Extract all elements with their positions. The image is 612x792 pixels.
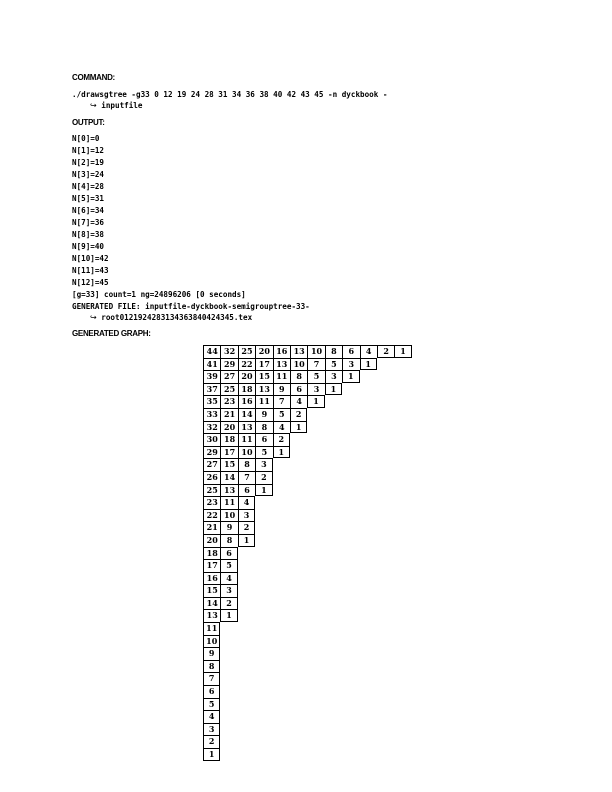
tableau-cell: 5 <box>307 370 324 383</box>
tableau-cell: 1 <box>220 609 237 622</box>
tableau-cell: 29 <box>220 358 237 371</box>
tableau-row <box>203 672 412 685</box>
tableau-cell: 5 <box>325 358 342 371</box>
tableau-cell: 20 <box>220 421 237 434</box>
tableau-row <box>203 484 412 497</box>
tableau-cell: 6 <box>220 547 237 560</box>
tableau-row <box>203 685 412 698</box>
tableau-cell: 3 <box>342 358 359 371</box>
tableau-row <box>203 509 412 522</box>
tableau-cell: 2 <box>203 735 220 748</box>
tableau-cell: 2 <box>273 433 290 446</box>
tableau-cell: 16 <box>203 572 220 585</box>
tableau-cell: 13 <box>255 383 272 396</box>
tableau-cell: 15 <box>255 370 272 383</box>
output-line: N[9]=40 <box>72 242 105 251</box>
tableau-cell: 13 <box>238 421 255 434</box>
tableau-cell: 1 <box>203 748 220 761</box>
tableau-cell: 25 <box>203 484 220 497</box>
tableau-cell: 8 <box>255 421 272 434</box>
tableau-cell: 6 <box>203 685 220 698</box>
tableau-cell: 15 <box>220 458 237 471</box>
tableau-cell: 17 <box>203 559 220 572</box>
tableau-cell: 5 <box>273 408 290 421</box>
tableau-cell: 14 <box>203 597 220 610</box>
tableau-cell: 8 <box>238 458 255 471</box>
tableau-cell: 21 <box>203 521 220 534</box>
tableau-cell: 14 <box>238 408 255 421</box>
continuation-arrow-icon: ↪ <box>90 101 97 110</box>
tableau-cell: 6 <box>342 345 359 358</box>
tableau-cell: 1 <box>307 395 324 408</box>
tableau-cell: 20 <box>238 370 255 383</box>
tableau-cell: 13 <box>220 484 237 497</box>
tableau-cell: 1 <box>238 534 255 547</box>
tableau-cell: 2 <box>255 471 272 484</box>
tableau-cell: 18 <box>238 383 255 396</box>
tableau-cell: 1 <box>273 446 290 459</box>
tableau-row <box>203 710 412 723</box>
graph-heading: GENERATED GRAPH: <box>72 329 151 338</box>
output-block <box>72 133 310 313</box>
tableau-cell: 3 <box>203 723 220 736</box>
tableau-cell: 13 <box>203 609 220 622</box>
tableau-cell: 6 <box>290 383 307 396</box>
tableau-cell: 11 <box>203 622 220 635</box>
tableau-cell: 10 <box>220 509 237 522</box>
tableau-row <box>203 735 412 748</box>
command-continuation-text: inputfile <box>101 101 143 110</box>
tableau-row <box>203 572 412 585</box>
tableau-cell: 23 <box>220 395 237 408</box>
tableau-cell: 44 <box>203 345 220 358</box>
tableau-row <box>203 433 412 446</box>
output-line: [g=33] count=1 ng=24896206 [0 seconds] <box>72 290 246 299</box>
output-line: N[1]=12 <box>72 146 105 155</box>
tableau-row <box>203 408 412 421</box>
tableau-cell: 16 <box>273 345 290 358</box>
command-heading: COMMAND: <box>72 73 115 82</box>
tableau-cell: 3 <box>325 370 342 383</box>
tableau-cell: 2 <box>290 408 307 421</box>
output-line: N[5]=31 <box>72 194 105 203</box>
tableau-row <box>203 660 412 673</box>
output-line: N[7]=36 <box>72 218 105 227</box>
tableau-cell: 15 <box>203 584 220 597</box>
tableau-cell: 8 <box>325 345 342 358</box>
tableau-cell: 25 <box>238 345 255 358</box>
output-line: N[11]=43 <box>72 266 109 275</box>
tableau-cell: 5 <box>203 698 220 711</box>
tableau-cell: 9 <box>203 647 220 660</box>
tableau-cell: 1 <box>394 345 411 358</box>
tableau-cell: 11 <box>238 433 255 446</box>
tableau-cell: 27 <box>203 458 220 471</box>
tableau-cell: 29 <box>203 446 220 459</box>
tableau-cell: 30 <box>203 433 220 446</box>
tableau-cell: 2 <box>220 597 237 610</box>
tableau-row <box>203 635 412 648</box>
tableau-cell: 5 <box>220 559 237 572</box>
tableau-row <box>203 584 412 597</box>
tableau-cell: 7 <box>307 358 324 371</box>
tableau-cell: 4 <box>238 496 255 509</box>
tableau-cell: 5 <box>255 446 272 459</box>
tableau-cell: 3 <box>307 383 324 396</box>
tableau-cell: 10 <box>238 446 255 459</box>
tableau-cell: 8 <box>220 534 237 547</box>
tableau-cell: 4 <box>273 421 290 434</box>
semigroup-tree-tableau <box>203 345 412 761</box>
tableau-row <box>203 471 412 484</box>
tableau-cell: 37 <box>203 383 220 396</box>
tableau-cell: 17 <box>255 358 272 371</box>
tableau-row <box>203 496 412 509</box>
output-line: N[2]=19 <box>72 158 105 167</box>
tableau-cell: 39 <box>203 370 220 383</box>
tableau-cell: 10 <box>290 358 307 371</box>
tableau-cell: 9 <box>255 408 272 421</box>
tableau-cell: 16 <box>238 395 255 408</box>
tableau-cell: 32 <box>220 345 237 358</box>
tableau-cell: 1 <box>342 370 359 383</box>
tableau-row <box>203 358 412 371</box>
output-line: GENERATED FILE: inputfile-dyckbook-semigrouptree-33- <box>72 302 310 311</box>
tableau-row <box>203 521 412 534</box>
tableau-cell: 10 <box>307 345 324 358</box>
tableau-cell: 26 <box>203 471 220 484</box>
tableau-cell: 22 <box>238 358 255 371</box>
tableau-row <box>203 647 412 660</box>
tableau-cell: 11 <box>220 496 237 509</box>
tableau-row <box>203 370 412 383</box>
tableau-row <box>203 698 412 711</box>
tableau-cell: 7 <box>238 471 255 484</box>
tableau-cell: 9 <box>220 521 237 534</box>
tableau-row <box>203 421 412 434</box>
tableau-cell: 20 <box>255 345 272 358</box>
tableau-cell: 10 <box>203 635 220 648</box>
tableau-row <box>203 446 412 459</box>
tableau-row <box>203 383 412 396</box>
tableau-cell: 27 <box>220 370 237 383</box>
tableau-row <box>203 622 412 635</box>
tableau-cell: 13 <box>290 345 307 358</box>
tableau-cell: 20 <box>203 534 220 547</box>
tableau-cell: 7 <box>273 395 290 408</box>
output-heading: OUTPUT: <box>72 118 105 127</box>
tableau-row <box>203 559 412 572</box>
tableau-cell: 33 <box>203 408 220 421</box>
tableau-cell: 9 <box>273 383 290 396</box>
tableau-row <box>203 723 412 736</box>
tableau-row <box>203 748 412 761</box>
tableau-cell: 4 <box>220 572 237 585</box>
tableau-row <box>203 458 412 471</box>
tableau-row <box>203 597 412 610</box>
tableau-cell: 1 <box>360 358 377 371</box>
tableau-cell: 3 <box>255 458 272 471</box>
tableau-cell: 7 <box>203 672 220 685</box>
tableau-cell: 1 <box>325 383 342 396</box>
tableau-cell: 41 <box>203 358 220 371</box>
tableau-cell: 2 <box>238 521 255 534</box>
tableau-cell: 4 <box>203 710 220 723</box>
tableau-cell: 6 <box>255 433 272 446</box>
tableau-cell: 4 <box>360 345 377 358</box>
tableau-cell: 21 <box>220 408 237 421</box>
output-continuation-text: root0121924283134363840424345.tex <box>101 313 253 322</box>
tableau-row <box>203 534 412 547</box>
tableau-cell: 22 <box>203 509 220 522</box>
tableau-cell: 32 <box>203 421 220 434</box>
output-line: N[4]=28 <box>72 182 105 191</box>
output-line: N[0]=0 <box>72 134 100 143</box>
tableau-cell: 14 <box>220 471 237 484</box>
tableau-row <box>203 609 412 622</box>
tableau-cell: 11 <box>273 370 290 383</box>
tableau-cell: 35 <box>203 395 220 408</box>
tableau-cell: 4 <box>290 395 307 408</box>
tableau-cell: 18 <box>220 433 237 446</box>
command-line: ./drawsgtree -g33 0 12 19 24 28 31 34 36 38 40 42 43 45 -n dyckbook - <box>72 90 388 99</box>
tableau-row <box>203 395 412 408</box>
tableau-cell: 2 <box>377 345 394 358</box>
tableau-cell: 11 <box>255 395 272 408</box>
tableau-cell: 8 <box>290 370 307 383</box>
tableau-cell: 3 <box>238 509 255 522</box>
tableau-cell: 23 <box>203 496 220 509</box>
output-line: N[10]=42 <box>72 254 109 263</box>
output-continuation <box>90 313 252 322</box>
tableau-cell: 8 <box>203 660 220 673</box>
tableau-row <box>203 547 412 560</box>
tableau-cell: 3 <box>220 584 237 597</box>
tableau-cell: 1 <box>290 421 307 434</box>
output-line: N[8]=38 <box>72 230 105 239</box>
tableau-cell: 1 <box>255 484 272 497</box>
tableau-cell: 6 <box>238 484 255 497</box>
continuation-arrow-icon: ↪ <box>90 313 97 322</box>
command-continuation <box>90 101 142 110</box>
tableau-cell: 25 <box>220 383 237 396</box>
tableau-row <box>203 345 412 358</box>
tableau-cell: 18 <box>203 547 220 560</box>
tableau-cell: 13 <box>273 358 290 371</box>
output-line: N[6]=34 <box>72 206 105 215</box>
tableau-cell: 17 <box>220 446 237 459</box>
output-line: N[3]=24 <box>72 170 105 179</box>
output-line: N[12]=45 <box>72 278 109 287</box>
